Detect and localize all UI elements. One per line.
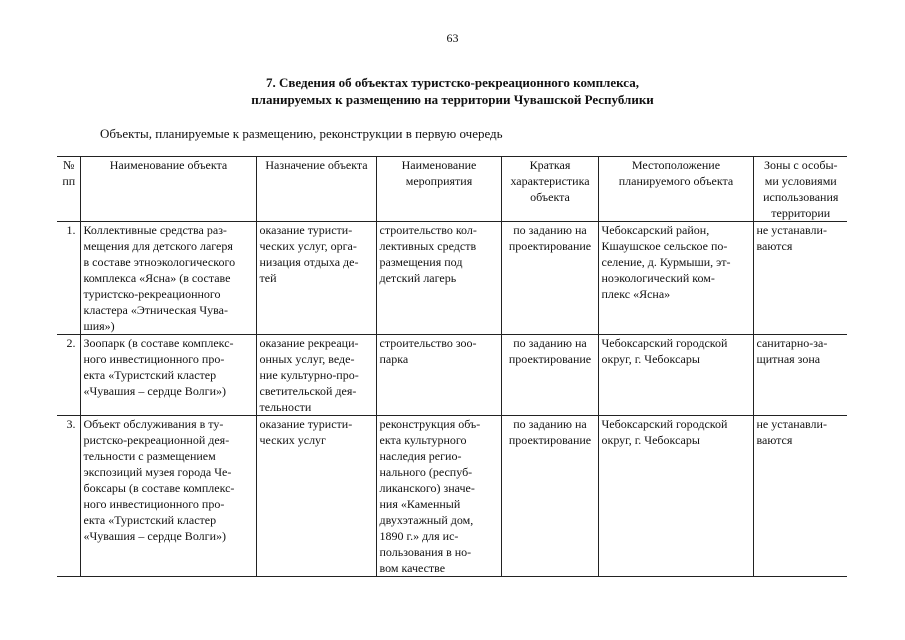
heading-line-2: планируемых к размещению на территории Чувашской Республики (251, 92, 654, 107)
text-line: нального (респуб- (379, 465, 473, 479)
text-line: по заданию на (513, 417, 587, 431)
cell-location (598, 416, 753, 577)
text-line: не устанавли- (756, 417, 827, 431)
text-line: мещения для детского лагеря (83, 239, 233, 253)
text-line: Чебоксарский городской (601, 417, 728, 431)
text-line: ческих услуг (259, 433, 326, 447)
text-line: парка (379, 352, 409, 366)
text-line: санитарно-за- (756, 336, 828, 350)
text-line: Объект обслуживания в ту- (83, 417, 224, 431)
cell-zones (753, 416, 847, 577)
text-line: ваются (756, 433, 793, 447)
cell-name (80, 222, 256, 335)
text-line: размещения под (379, 255, 463, 269)
text-line: двухэтажный дом, (379, 513, 474, 527)
text-line: пользования в но- (379, 545, 472, 559)
text-line: боксары (в составе комплекс- (83, 481, 235, 495)
text-line: онных услуг, веде- (259, 352, 355, 366)
table-caption: Объекты, планируемые к размещению, реконструкции в первую очередь (100, 126, 503, 141)
cell-zones (753, 222, 847, 335)
cell-measure (376, 416, 501, 577)
cell-num: 2. (57, 335, 80, 416)
text-line: щитная зона (756, 352, 821, 366)
text-line: наследия регио- (379, 449, 462, 463)
cell-brief (501, 416, 598, 577)
header-brief (501, 157, 598, 222)
text-line: проектирование (508, 433, 592, 447)
text-line: Кшаушское сельское по- (601, 239, 728, 253)
text-line: Местоположение (631, 158, 721, 172)
text-line: строительство кол- (379, 223, 477, 237)
data-table (57, 156, 847, 577)
text-line: пп (62, 174, 76, 188)
cell-purpose (256, 335, 376, 416)
text-line: использования (763, 190, 839, 204)
cell-measure (376, 222, 501, 335)
text-line: характеристика (510, 174, 590, 188)
text-line: ного инвестиционного про- (83, 497, 225, 511)
cell-location (598, 222, 753, 335)
text-line: № (63, 158, 75, 172)
text-line: Чебоксарский район, (601, 223, 710, 237)
text-line: 1890 г.» для ис- (379, 529, 459, 543)
cell-purpose (256, 222, 376, 335)
header-zones (753, 157, 847, 222)
text-line: экспозиций музея города Че- (83, 465, 232, 479)
cell-num: 3. (57, 416, 80, 577)
heading-line-1: 7. Сведения об объектах туристско-рекреационного комплекса, (266, 75, 639, 90)
header-name (80, 157, 256, 222)
text-line: низация отдыха де- (259, 255, 359, 269)
text-line: Наименование (401, 158, 477, 172)
text-line: округ, г. Чебоксары (601, 352, 700, 366)
text-line: планируемого объекта (618, 174, 734, 188)
cell-name (80, 416, 256, 577)
text-line: комплекса «Ясна» (в составе (83, 271, 231, 285)
text-line: Наименование объекта (109, 158, 228, 172)
text-line: оказание туристи- (259, 417, 353, 431)
text-line: ние культурно-про- (259, 368, 359, 382)
cell-num: 1. (57, 222, 80, 335)
text-line: Краткая (529, 158, 571, 172)
text-line: детский лагерь (379, 271, 457, 285)
text-line: ного инвестиционного про- (83, 352, 225, 366)
text-line: Зоопарк (в составе комплекс- (83, 336, 234, 350)
text-line: ноэкологический ком- (601, 271, 715, 285)
text-line: ческих услуг, орга- (259, 239, 357, 253)
text-line: екта культурного (379, 433, 467, 447)
text-line: шия») (83, 319, 115, 333)
text-line: объекта (530, 190, 570, 204)
text-line: Чебоксарский городской (601, 336, 728, 350)
text-line: не устанавли- (756, 223, 827, 237)
text-line: оказание рекреаци- (259, 336, 359, 350)
table-header-row (57, 157, 847, 222)
cell-brief (501, 335, 598, 416)
text-line: по заданию на (513, 223, 587, 237)
cell-zones (753, 335, 847, 416)
text-line: плекс «Ясна» (601, 287, 671, 301)
cell-brief (501, 222, 598, 335)
text-line: ваются (756, 239, 793, 253)
text-line: округ, г. Чебоксары (601, 433, 700, 447)
text-line: ния «Каменный (379, 497, 461, 511)
cell-measure (376, 335, 501, 416)
text-line: по заданию на (513, 336, 587, 350)
text-line: туристско-рекреационного (83, 287, 221, 301)
text-line: проектирование (508, 239, 592, 253)
section-heading (0, 74, 905, 108)
text-line: «Чувашия – сердце Волги») (83, 384, 226, 398)
header-num (57, 157, 80, 222)
table-row (57, 335, 847, 416)
text-line: проектирование (508, 352, 592, 366)
text-line: селение, д. Курмыши, эт- (601, 255, 731, 269)
header-measure (376, 157, 501, 222)
text-line: территории (771, 206, 831, 220)
text-line: кластера «Этническая Чува- (83, 303, 228, 317)
header-location (598, 157, 753, 222)
text-line: лективных средств (379, 239, 477, 253)
cell-name (80, 335, 256, 416)
text-line: Назначение объекта (265, 158, 368, 172)
text-line: оказание туристи- (259, 223, 353, 237)
cell-purpose (256, 416, 376, 577)
text-line: светительской дея- (259, 384, 357, 398)
cell-location (598, 335, 753, 416)
text-line: Коллективные средства раз- (83, 223, 227, 237)
text-line: тельности (259, 400, 312, 414)
text-line: ристско-рекреационной дея- (83, 433, 230, 447)
page-number: 63 (446, 31, 459, 45)
header-purpose (256, 157, 376, 222)
text-line: реконструкция объ- (379, 417, 481, 431)
text-line: «Чувашия – сердце Волги») (83, 529, 226, 543)
table-row (57, 222, 847, 335)
text-line: вом качестве (379, 561, 446, 575)
text-line: екта «Туристский кластер (83, 513, 217, 527)
text-line: тельности с размещением (83, 449, 216, 463)
text-line: строительство зоо- (379, 336, 477, 350)
text-line: тей (259, 271, 277, 285)
table-row (57, 416, 847, 577)
text-line: в составе этноэкологического (83, 255, 236, 269)
text-line: ликанского) значе- (379, 481, 475, 495)
text-line: Зоны с особы- (763, 158, 838, 172)
text-line: екта «Туристский кластер (83, 368, 217, 382)
text-line: ми условиями (764, 174, 837, 188)
text-line: мероприятия (405, 174, 473, 188)
